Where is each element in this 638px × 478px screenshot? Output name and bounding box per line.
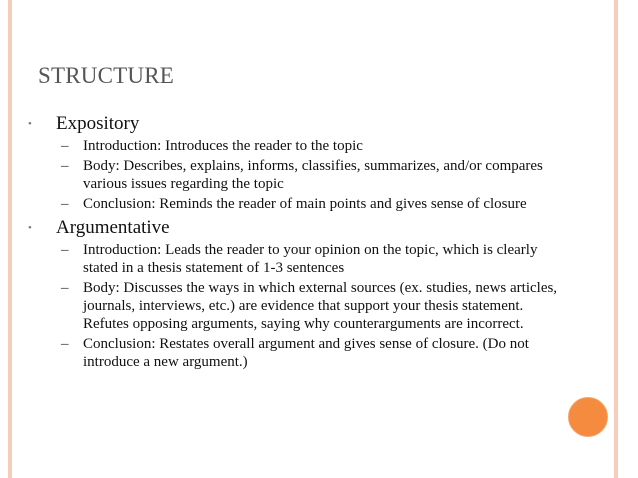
left-border-stripe (8, 0, 12, 478)
orange-circle-decoration (568, 397, 608, 437)
dash-icon: – (61, 336, 69, 352)
section-argumentative (24, 217, 572, 371)
sub-item (24, 335, 572, 371)
dash-icon: – (61, 196, 69, 212)
section-expository (24, 113, 572, 213)
sub-item (24, 241, 572, 277)
bullet-icon: • (28, 118, 32, 130)
sub-item-text: Introduction: Leads the reader to your opinion on the topic, which is clearly stated in a thesis statement of 1-3 sentences (83, 242, 538, 276)
dash-icon: – (61, 242, 69, 258)
sub-item-text: Body: Discusses the ways in which external sources (ex. studies, news articles, journals, interviews, etc.) are evidence that support your thesis statement. Refutes opposing arguments, saying why counterarguments are incorrect. (83, 280, 558, 332)
section-label: Expository (56, 113, 140, 134)
right-border-stripe (614, 0, 618, 478)
slide-title: STRUCTURE (38, 63, 174, 88)
sub-item-text: Body: Describes, explains, informs, classifies, summarizes, and/or compares various issues regarding the topic (83, 158, 543, 192)
slide-body (24, 113, 572, 375)
bullet-item (24, 113, 572, 135)
sub-item (24, 195, 572, 213)
sub-item (24, 137, 572, 155)
dash-icon: – (61, 280, 69, 296)
dash-icon: – (61, 138, 69, 154)
section-label: Argumentative (56, 217, 170, 238)
sub-item-text: Conclusion: Restates overall argument and gives sense of closure. (Do not introduce a new argument.) (83, 336, 529, 370)
bullet-item (24, 217, 572, 239)
sub-item (24, 157, 572, 193)
sub-item (24, 279, 572, 333)
sub-item-text: Conclusion: Reminds the reader of main points and gives sense of closure (83, 196, 527, 212)
sub-item-text: Introduction: Introduces the reader to the topic (83, 138, 363, 154)
dash-icon: – (61, 158, 69, 174)
bullet-icon: • (28, 222, 32, 234)
